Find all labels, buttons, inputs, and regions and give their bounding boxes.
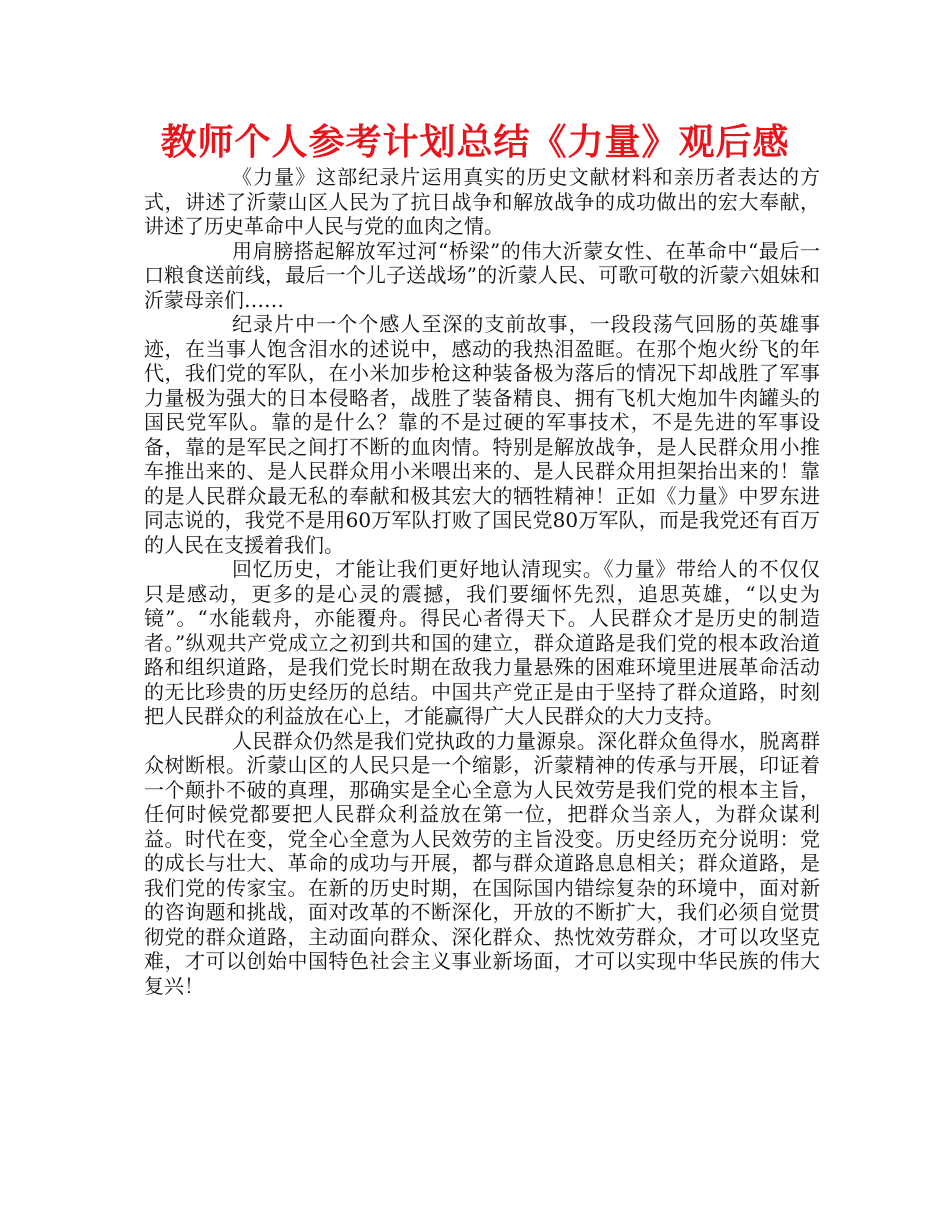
paragraph-1: 《力量》这部纪录片运用真实的历史文献材料和亲历者表达的方式，讲述了沂蒙山区人民为了抗日战争和解放战争的成功做出的宏大奉献，讲述了历史革命中人民与党的血肉之情。 (144, 165, 820, 238)
document-body (144, 165, 820, 998)
paragraph-3: 纪录片中一个个感人至深的支前故事，一段段荡气回肠的英雄事迹，在当事人饱含泪水的述说中，感动的我热泪盈眶。在那个炮火纷飞的年代，我们党的军队，在小米加步枪这种装备极为落后的情况下却战胜了军事力量极为强大的日本侵略者，战胜了装备精良、拥有飞机大炮加牛肉罐头的国民党军队。靠的是什么？靠的不是过硬的军事技术，不是先进的军事设备，靠的是军民之间打不断的血肉情。特别是解放战争，是人民群众用小推车推出来的、是人民群众用小米喂出来的、是人民群众用担架抬出来的！靠的是人民群众最无私的奉献和极其宏大的牺牲精神！正如《力量》中罗东进同志说的，我党不是用60万军队打败了国民党80万军队，而是我党还有百万的人民在支援着我们。 (144, 312, 820, 557)
paragraph-4: 回忆历史，才能让我们更好地认清现实。《力量》带给人的不仅仅只是感动，更多的是心灵的震撼，我们要缅怀先烈，追思英雄，“以史为镜”。“水能载舟，亦能覆舟。得民心者得天下。人民群众才是历史的制造者。”纵观共产党成立之初到共和国的建立，群众道路是我们党的根本政治道路和组织道路，是我们党长时期在敌我力量悬殊的困难环境里进展革命活动的无比珍贵的历史经历的总结。中国共产党正是由于坚持了群众道路，时刻把人民群众的利益放在心上，才能赢得广大人民群众的大力支持。 (144, 557, 820, 728)
paragraph-2: 用肩膀搭起解放军过河“桥梁”的伟大沂蒙女性、在革命中“最后一口粮食送前线，最后一个儿子送战场”的沂蒙人民、可歌可敬的沂蒙六姐妹和沂蒙母亲们…… (144, 238, 820, 312)
document-title: 教师个人参考计划总结《力量》观后感 (160, 122, 790, 163)
paragraph-5: 人民群众仍然是我们党执政的力量源泉。深化群众鱼得水，脱离群众树断根。沂蒙山区的人民只是一个缩影，沂蒙精神的传承与开展，印证着一个颠扑不破的真理，那确实是全心全意为人民效劳是我们党的根本主旨，任何时候党都要把人民群众利益放在第一位，把群众当亲人，为群众谋利益。时代在变，党全心全意为人民效劳的主旨没变。历史经历充分说明：党的成长与壮大、革命的成功与开展，都与群众道路息息相关；群众道路，是我们党的传家宝。在新的历史时期，在国际国内错综复杂的环境中，面对新的咨询题和挑战，面对改革的不断深化，开放的不断扩大，我们必须自觉贯彻党的群众道路，主动面向群众、深化群众、热忱效劳群众，才可以攻坚克难，才可以创始中国特色社会主义事业新场面，才可以实现中华民族的伟大复兴！ (144, 728, 820, 998)
